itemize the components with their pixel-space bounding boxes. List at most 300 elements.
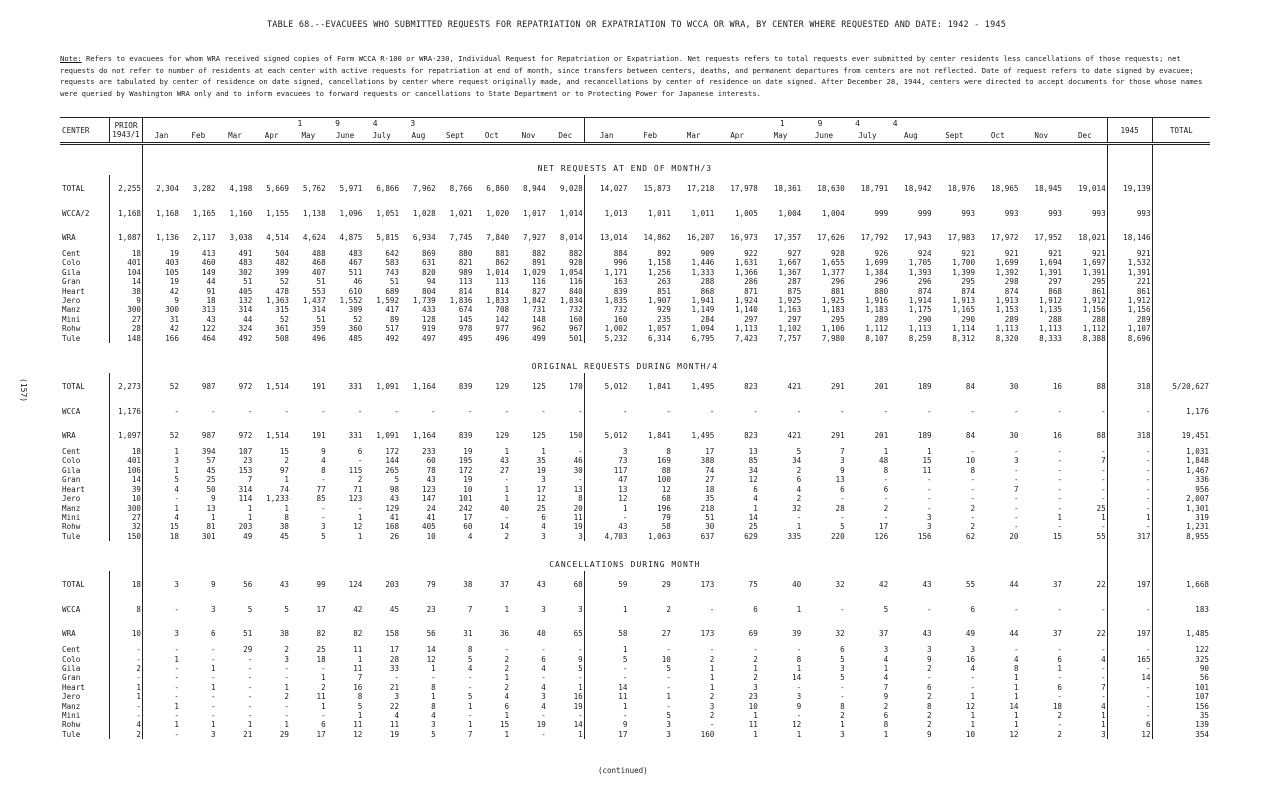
- cell-value: 499: [532, 333, 546, 343]
- cell-value: 2: [927, 710, 932, 720]
- cell-value: 823: [744, 430, 758, 440]
- cell-value: 1: [1063, 720, 1107, 729]
- cell-value: 2: [709, 692, 715, 702]
- cell-value: 2: [504, 531, 510, 541]
- cell-value: 7: [1063, 456, 1107, 465]
- cell-value: -: [110, 711, 143, 720]
- cell-value: 999: [874, 208, 889, 218]
- cell-value: 17: [389, 645, 400, 655]
- cell-value: 50: [206, 484, 216, 494]
- cell-value: 38: [110, 287, 143, 296]
- cell-value: 5: [622, 654, 628, 664]
- cell-value: 197: [1107, 621, 1152, 645]
- row-label: Cent: [60, 249, 110, 258]
- cell-value: 1: [796, 522, 802, 532]
- cell-value: 492: [385, 333, 400, 343]
- cell-value: 10: [110, 494, 143, 503]
- cell-value: 19: [547, 522, 584, 531]
- cell-value: 101: [1195, 682, 1209, 692]
- cell-value: 495: [458, 333, 473, 343]
- cell-value: 31: [463, 628, 473, 638]
- cell-value: 1,912: [1107, 296, 1152, 305]
- cell-value: 43: [389, 494, 400, 504]
- cell-value: 2: [1057, 710, 1062, 720]
- cell-value: 972: [238, 381, 253, 391]
- row-label: Gran: [60, 277, 110, 286]
- cell-value: 1,916: [865, 296, 889, 306]
- cell-value: 12: [1107, 730, 1152, 739]
- cell-value: 122: [1195, 645, 1209, 655]
- cell-value: 1,021: [449, 208, 473, 218]
- cell-value: 4: [467, 531, 473, 541]
- cell-value: 3: [174, 628, 179, 638]
- cell-value: 12: [618, 494, 628, 504]
- cell-value: 62: [965, 531, 976, 541]
- cell-value: 9: [927, 654, 932, 664]
- cell-value: 3: [1063, 730, 1107, 739]
- cell-value: -: [927, 494, 932, 504]
- table-row: [60, 258, 1210, 267]
- cell-value: 1,914: [908, 296, 932, 306]
- cell-value: 3: [970, 645, 976, 655]
- cell-value: 116: [547, 277, 584, 286]
- cell-value: 2: [110, 730, 143, 739]
- cell-value: 39: [110, 485, 143, 494]
- cell-value: 6: [211, 628, 216, 638]
- section-header: [60, 343, 1210, 373]
- cell-value: 731: [532, 305, 546, 315]
- cell-value: 3: [541, 692, 546, 702]
- cell-value: 1,841: [648, 381, 671, 391]
- cell-value: -: [970, 484, 976, 494]
- cell-value: 827: [532, 286, 546, 296]
- row-label: Tule: [60, 334, 110, 343]
- header-month: Apr: [253, 128, 290, 144]
- cell-value: 927: [787, 249, 802, 258]
- cell-value: 84: [965, 381, 976, 391]
- cell-value: 38: [279, 522, 289, 532]
- cell-value: 17,357: [773, 232, 802, 242]
- cell-value: 8: [284, 512, 289, 522]
- cell-value: 12: [426, 654, 436, 664]
- cell-value: 43: [499, 456, 510, 466]
- cell-value: -: [1107, 522, 1152, 531]
- cell-value: 8: [883, 720, 889, 730]
- header-prior: PRIOR 1943/1: [110, 118, 143, 144]
- cell-value: 150: [110, 532, 143, 541]
- cell-value: 84: [965, 430, 976, 440]
- cell-value: 5: [357, 701, 363, 711]
- cell-value: 4,198: [229, 183, 253, 193]
- cell-value: 30: [705, 522, 715, 532]
- header-month: Feb: [628, 128, 671, 144]
- cell-value: 319: [1195, 512, 1209, 522]
- cell-value: -: [174, 682, 179, 692]
- cell-value: 1,165: [192, 208, 216, 218]
- cell-value: 6: [1057, 682, 1062, 692]
- cell-value: 59: [618, 579, 628, 589]
- cell-value: 160: [700, 729, 715, 739]
- cell-value: -: [110, 645, 143, 654]
- cell-value: 78: [426, 465, 436, 475]
- cell-value: -: [247, 654, 253, 664]
- cell-value: 743: [385, 267, 400, 277]
- cell-value: 1: [796, 729, 802, 739]
- cell-value: 17,983: [947, 232, 976, 242]
- cell-value: -: [1013, 512, 1019, 522]
- cell-value: 19,451: [1181, 430, 1209, 440]
- cell-value: -: [1057, 465, 1062, 475]
- cell-value: 10: [426, 531, 436, 541]
- cell-value: 6: [840, 645, 845, 655]
- cell-value: 1: [1057, 663, 1062, 673]
- cell-value: -: [467, 406, 473, 416]
- cell-value: 488: [311, 249, 326, 258]
- cell-value: 1: [174, 654, 179, 664]
- cell-value: 11: [316, 692, 326, 702]
- cell-value: 12: [965, 701, 976, 711]
- table-row: [60, 730, 1210, 739]
- cell-value: 3: [211, 729, 216, 739]
- cell-value: 11: [618, 692, 628, 702]
- cell-value: -: [840, 682, 845, 692]
- cell-value: -: [1107, 645, 1152, 654]
- cell-value: 1,392: [995, 267, 1019, 277]
- cell-value: 314: [238, 484, 253, 494]
- cell-value: 197: [1107, 571, 1152, 597]
- cell-value: -: [1013, 645, 1019, 655]
- cell-value: -: [321, 475, 326, 485]
- cell-value: 14: [426, 645, 436, 655]
- cell-value: 7: [883, 682, 889, 692]
- cell-value: 14: [792, 673, 802, 683]
- cell-value: 1,176: [110, 399, 143, 423]
- cell-value: 1,699: [865, 258, 889, 268]
- cell-value: 928: [547, 258, 584, 267]
- cell-value: 8,955: [1186, 531, 1209, 541]
- header-month: Mar: [217, 128, 254, 144]
- cell-value: 1: [753, 729, 758, 739]
- note-label: Note:: [60, 54, 82, 63]
- cell-value: 37: [1052, 579, 1062, 589]
- cell-value: 17: [316, 729, 326, 739]
- cell-value: 88: [661, 465, 671, 475]
- cell-value: 295: [961, 277, 976, 287]
- cell-value: 1,113: [995, 324, 1019, 334]
- cell-value: 73: [618, 456, 628, 466]
- cell-value: 9: [927, 729, 932, 739]
- cell-value: 88: [1063, 373, 1107, 399]
- cell-value: 868: [1048, 286, 1062, 296]
- cell-value: 331: [348, 430, 363, 440]
- row-label: Tule: [60, 730, 110, 739]
- cell-value: 42: [169, 324, 179, 334]
- cell-value: -: [174, 645, 179, 655]
- cell-value: 1,164: [412, 381, 436, 391]
- cell-value: 11: [353, 720, 363, 730]
- cell-value: -: [1107, 447, 1152, 456]
- cell-value: 49: [243, 531, 253, 541]
- cell-value: 45: [389, 604, 400, 614]
- table-row: [60, 673, 1210, 682]
- cell-value: 11: [922, 465, 932, 475]
- cell-value: 8: [1013, 663, 1019, 673]
- table-row: [60, 692, 1210, 701]
- cell-value: 1: [321, 673, 326, 683]
- row-label: Mini: [60, 315, 110, 324]
- cell-value: -: [1057, 645, 1062, 655]
- cell-value: 44: [1009, 579, 1019, 589]
- cell-value: 1: [504, 710, 510, 720]
- cell-value: 1,020: [486, 208, 510, 218]
- cell-value: 30: [547, 466, 584, 475]
- cell-value: 14: [1107, 673, 1152, 682]
- cell-value: 191: [311, 430, 326, 440]
- header-month: Dec: [1063, 128, 1107, 144]
- cell-value: 41: [426, 512, 436, 522]
- cell-value: 1,631: [734, 258, 758, 268]
- cell-value: 4: [753, 494, 758, 504]
- cell-value: 6: [753, 484, 758, 494]
- cell-value: 74: [279, 484, 289, 494]
- cell-value: 43: [618, 522, 628, 532]
- cell-value: 45: [279, 531, 289, 541]
- cell-value: 1,377: [821, 267, 845, 277]
- cell-value: 9: [840, 465, 845, 475]
- row-label: Rohw: [60, 720, 110, 729]
- cell-value: -: [753, 406, 758, 416]
- cell-value: -: [357, 503, 363, 513]
- cell-value: 82: [353, 628, 363, 638]
- cell-value: 19: [536, 720, 546, 730]
- cell-value: 6: [1107, 720, 1152, 729]
- cell-value: 1: [970, 720, 976, 730]
- cell-value: 88: [1063, 423, 1107, 447]
- cell-value: -: [1013, 475, 1019, 485]
- cell-value: 41: [389, 512, 400, 522]
- cell-value: 34: [792, 456, 802, 466]
- cell-value: 8,388: [1063, 334, 1107, 343]
- cell-value: 97: [279, 465, 289, 475]
- cell-value: 196: [657, 503, 671, 513]
- cell-value: 1,912: [1039, 296, 1062, 306]
- cell-value: 1: [883, 447, 889, 457]
- cell-value: 22: [389, 701, 400, 711]
- cell-value: 5: [247, 604, 253, 614]
- cell-value: 483: [348, 249, 363, 258]
- cell-value: 18,965: [991, 183, 1019, 193]
- cell-value: -: [547, 673, 584, 682]
- cell-value: 8: [431, 682, 436, 692]
- cell-value: 46: [547, 456, 584, 465]
- cell-value: 18: [1052, 701, 1062, 711]
- cell-value: 125: [532, 381, 546, 391]
- cell-value: 11: [353, 663, 363, 673]
- cell-value: 12: [661, 484, 671, 494]
- cell-value: 85: [316, 494, 326, 504]
- cell-value: -: [321, 503, 326, 513]
- cell-value: 296: [874, 277, 889, 287]
- cell-value: 33: [389, 663, 400, 673]
- cell-value: 4: [1063, 655, 1107, 664]
- cell-value: [1152, 277, 1210, 286]
- cell-value: 2: [1057, 729, 1062, 739]
- cell-value: -: [1107, 597, 1152, 621]
- table-row: [60, 475, 1210, 484]
- cell-value: 989: [458, 267, 473, 277]
- cell-value: 1,011: [691, 208, 715, 218]
- continued-note: (continued): [598, 766, 648, 775]
- cell-value: 68: [547, 571, 584, 597]
- cell-value: 9: [211, 579, 216, 589]
- cell-value: 302: [238, 267, 253, 277]
- cell-value: [1152, 334, 1210, 343]
- cell-value: 113: [458, 277, 473, 287]
- cell-value: 6: [1057, 654, 1062, 664]
- cell-value: 17: [879, 522, 889, 532]
- cell-value: -: [394, 406, 400, 416]
- cell-value: 169: [657, 456, 671, 466]
- cell-value: 122: [201, 324, 216, 334]
- cell-value: 19: [463, 475, 473, 485]
- cell-value: 1,367: [778, 267, 802, 277]
- cell-value: 874: [917, 286, 932, 296]
- table-row: [60, 597, 1210, 621]
- cell-value: 10: [965, 729, 976, 739]
- cell-value: 19: [463, 447, 473, 457]
- table-row: [60, 225, 1210, 249]
- cell-value: 732: [613, 305, 628, 315]
- cell-value: 300: [110, 504, 143, 513]
- cell-value: 1,256: [648, 267, 671, 277]
- cell-value: 289: [1107, 315, 1152, 324]
- cell-value: 5: [666, 663, 671, 673]
- cell-value: 149: [201, 267, 216, 277]
- cell-value: 5: [284, 604, 289, 614]
- cell-value: 3: [840, 729, 845, 739]
- header-month: Aug: [400, 128, 437, 144]
- table-row: [60, 485, 1210, 494]
- cell-value: 18,021: [1063, 225, 1107, 249]
- cell-value: 1,102: [778, 324, 802, 334]
- cell-value: 56: [1199, 673, 1209, 683]
- cell-value: 1,495: [691, 430, 715, 440]
- cell-value: 8,333: [1039, 333, 1062, 343]
- cell-value: 20: [1009, 531, 1019, 541]
- cell-value: 94: [426, 277, 436, 287]
- cell-value: 1: [622, 503, 628, 513]
- cell-value: 1: [357, 710, 363, 720]
- cell-value: 16: [547, 692, 584, 701]
- cell-value: 987: [201, 430, 216, 440]
- cell-value: 49: [965, 628, 976, 638]
- cell-value: -: [709, 604, 715, 614]
- cell-value: 20: [547, 504, 584, 513]
- cell-value: 18,976: [947, 183, 976, 193]
- cell-value: 1: [666, 692, 671, 702]
- cell-value: 89: [389, 314, 400, 324]
- cell-value: 98: [389, 484, 400, 494]
- cell-value: 35: [705, 494, 715, 504]
- cell-value: 220: [830, 531, 845, 541]
- cell-value: 1,112: [1063, 324, 1107, 333]
- row-label: TOTAL: [60, 175, 110, 201]
- cell-value: 460: [201, 258, 216, 268]
- cell-value: 1: [504, 729, 510, 739]
- cell-value: 1: [709, 673, 715, 683]
- cell-value: -: [357, 456, 363, 466]
- table-row: [60, 315, 1210, 324]
- cell-value: 3: [321, 522, 326, 532]
- cell-value: -: [927, 604, 932, 614]
- cell-value: 1: [927, 447, 932, 457]
- cell-value: 8: [927, 701, 932, 711]
- cell-value: 52: [169, 430, 179, 440]
- cell-value: 13: [748, 447, 758, 457]
- cell-value: 43: [536, 579, 546, 589]
- cell-value: -: [796, 406, 802, 416]
- cell-value: 123: [348, 494, 363, 504]
- cell-value: 401: [110, 258, 143, 267]
- cell-value: 288: [1048, 314, 1062, 324]
- row-label: WCCA: [60, 597, 110, 621]
- cell-value: 28: [835, 503, 845, 513]
- cell-value: -: [1063, 447, 1107, 456]
- cell-value: 496: [495, 333, 510, 343]
- cell-value: 4: [970, 663, 976, 673]
- cell-value: 52: [279, 277, 289, 287]
- cell-value: 107: [238, 447, 253, 457]
- cell-value: 22: [1063, 571, 1107, 597]
- cell-value: 1,233: [266, 494, 289, 504]
- cell-value: 4: [1013, 654, 1019, 664]
- cell-value: 839: [458, 381, 473, 391]
- cell-value: 882: [532, 249, 546, 258]
- cell-value: -: [1013, 494, 1019, 504]
- cell-value: -: [211, 673, 216, 683]
- cell-value: 148: [532, 314, 546, 324]
- cell-value: 295: [1063, 277, 1107, 286]
- cell-value: 1,301: [1186, 503, 1209, 513]
- cell-value: 16,973: [730, 232, 758, 242]
- cell-value: 861: [1063, 287, 1107, 296]
- cell-value: 922: [744, 249, 758, 258]
- cell-value: 467: [348, 258, 363, 268]
- cell-value: -: [1057, 604, 1062, 614]
- cell-value: 263: [657, 277, 671, 287]
- cell-value: 1: [467, 720, 473, 730]
- cell-value: 361: [275, 324, 289, 334]
- cell-value: 35: [536, 456, 546, 466]
- cell-value: 9: [174, 296, 179, 306]
- cell-value: 1,842: [522, 296, 546, 306]
- section-title: ORIGINAL REQUESTS DURING MONTH/4: [143, 343, 1108, 373]
- cell-value: 218: [700, 503, 715, 513]
- cell-value: 1,366: [734, 267, 758, 277]
- cell-value: 1,005: [734, 208, 758, 218]
- cell-value: 10: [965, 456, 976, 466]
- row-label: Cent: [60, 645, 110, 654]
- cell-value: -: [1063, 485, 1107, 494]
- cell-value: -: [927, 673, 932, 683]
- cell-value: 16: [965, 654, 976, 664]
- cell-value: 821: [458, 258, 473, 268]
- cell-value: -: [174, 604, 179, 614]
- cell-value: 27: [661, 628, 671, 638]
- cell-value: 156: [1195, 701, 1209, 711]
- cell-value: 483: [238, 258, 253, 268]
- cell-value: 1,091: [376, 381, 400, 391]
